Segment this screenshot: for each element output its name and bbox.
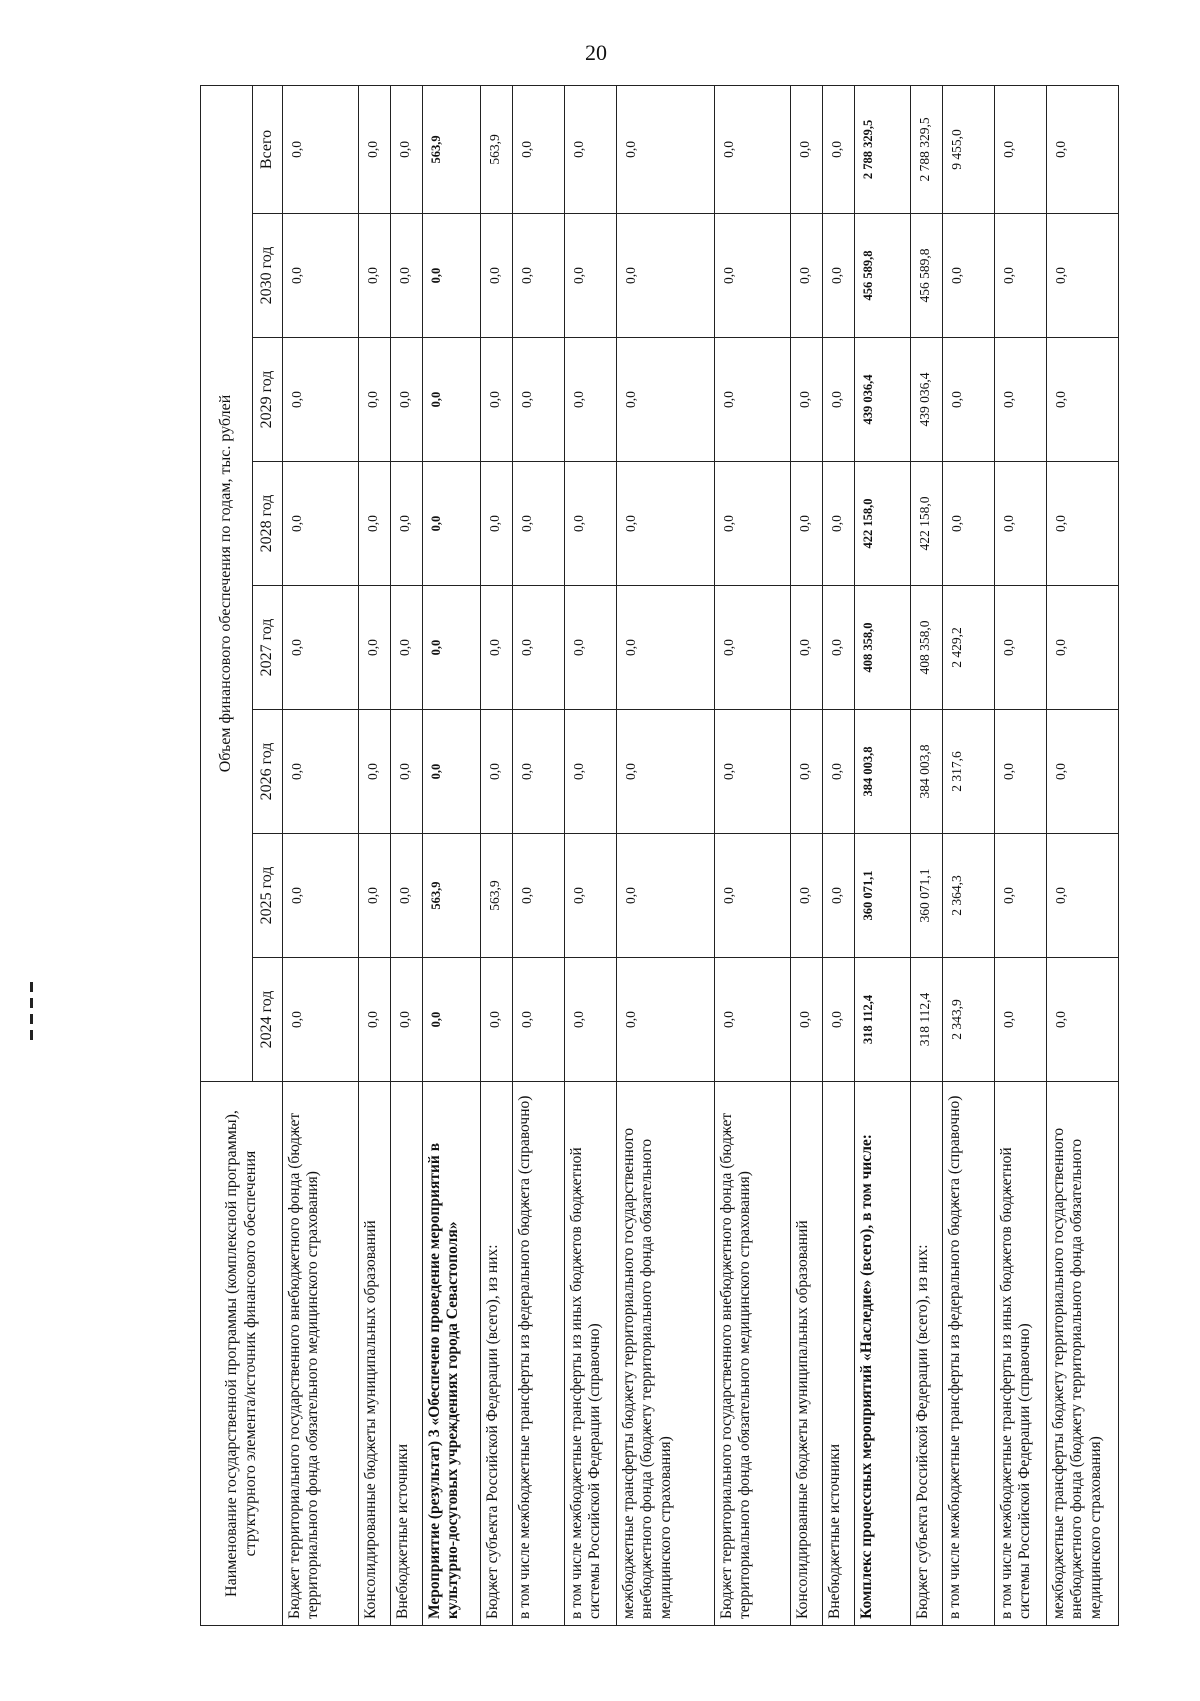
year-header: 2030 год (253, 214, 283, 338)
total-cell: 0,0 (995, 85, 1047, 213)
table-row (823, 85, 855, 1625)
value-cell: 408 358,0 (855, 586, 911, 710)
value-cell: 0,0 (943, 214, 995, 338)
value-cell: 0,0 (943, 338, 995, 462)
year-header: 2027 год (253, 586, 283, 710)
value-cell: 0,0 (391, 710, 423, 834)
value-cell: 0,0 (359, 834, 391, 958)
value-cell: 0,0 (481, 462, 513, 586)
value-cell: 0,0 (995, 586, 1047, 710)
value-cell: 0,0 (715, 834, 791, 958)
year-header: 2029 год (253, 338, 283, 462)
value-cell: 0,0 (823, 958, 855, 1082)
value-cell: 0,0 (791, 834, 823, 958)
row-name: в том числе межбюджетные трансферты из федерального бюджета (справочно) (513, 1082, 565, 1626)
value-cell: 384 003,8 (911, 710, 943, 834)
row-name: в том числе межбюджетные трансферты из иных бюджетов бюджетной системы Российской Федерации (справочно) (995, 1082, 1047, 1626)
table-row (911, 85, 943, 1625)
value-cell: 0,0 (617, 834, 715, 958)
value-cell: 0,0 (513, 338, 565, 462)
row-name: Консолидированные бюджеты муниципальных образований (359, 1082, 391, 1626)
total-cell: 0,0 (823, 85, 855, 213)
value-cell: 0,0 (1047, 462, 1119, 586)
value-cell: 0,0 (1047, 710, 1119, 834)
value-cell: 0,0 (359, 958, 391, 1082)
row-name: Бюджет территориального государственного внебюджетного фонда (бюджет территориального фонда обязательного медицинского страхования) (283, 1082, 359, 1626)
value-cell: 0,0 (791, 338, 823, 462)
value-cell: 0,0 (823, 462, 855, 586)
value-cell: 0,0 (617, 214, 715, 338)
margin-mark (30, 982, 33, 1042)
value-cell: 0,0 (791, 462, 823, 586)
value-cell: 0,0 (791, 586, 823, 710)
page-number: 20 (585, 40, 607, 65)
table-row (855, 85, 911, 1625)
value-cell: 0,0 (359, 338, 391, 462)
value-cell: 0,0 (1047, 214, 1119, 338)
value-cell: 0,0 (423, 214, 481, 338)
value-cell: 0,0 (283, 338, 359, 462)
row-name: Внебюджетные источники (391, 1082, 423, 1626)
total-cell: 0,0 (283, 85, 359, 213)
value-cell: 422 158,0 (911, 462, 943, 586)
row-name: Внебюджетные источники (823, 1082, 855, 1626)
value-cell: 0,0 (283, 462, 359, 586)
total-header: Всего (253, 85, 283, 213)
value-cell: 0,0 (481, 586, 513, 710)
table-row (513, 85, 565, 1625)
value-cell: 0,0 (513, 834, 565, 958)
value-cell: 0,0 (617, 710, 715, 834)
value-cell: 0,0 (715, 338, 791, 462)
value-cell: 0,0 (391, 958, 423, 1082)
value-cell: 0,0 (995, 214, 1047, 338)
value-cell: 0,0 (823, 338, 855, 462)
value-cell: 0,0 (1047, 958, 1119, 1082)
value-cell: 0,0 (423, 338, 481, 462)
value-cell: 0,0 (283, 214, 359, 338)
value-cell: 0,0 (513, 462, 565, 586)
value-cell: 384 003,8 (855, 710, 911, 834)
value-cell: 0,0 (995, 710, 1047, 834)
total-cell: 563,9 (423, 85, 481, 213)
value-cell: 0,0 (823, 834, 855, 958)
year-header: 2028 год (253, 462, 283, 586)
row-name: в том числе межбюджетные трансферты из федерального бюджета (справочно) (943, 1082, 995, 1626)
value-cell: 0,0 (283, 586, 359, 710)
value-cell: 2 343,9 (943, 958, 995, 1082)
financing-table (200, 85, 1119, 1626)
total-cell: 2 788 329,5 (855, 85, 911, 213)
value-cell: 318 112,4 (911, 958, 943, 1082)
value-cell: 0,0 (513, 710, 565, 834)
value-cell: 2 429,2 (943, 586, 995, 710)
value-cell: 0,0 (617, 338, 715, 462)
value-cell: 422 158,0 (855, 462, 911, 586)
row-name: Бюджет субъекта Российской Федерации (всего), из них: (911, 1082, 943, 1626)
name-column-header: Наименование государственной программы (комплексной программы), структурного элемента/источник финансового обеспечения (201, 1082, 283, 1626)
value-cell: 563,9 (481, 834, 513, 958)
value-cell: 0,0 (791, 958, 823, 1082)
value-cell: 0,0 (823, 710, 855, 834)
value-cell: 0,0 (565, 834, 617, 958)
value-cell: 360 071,1 (855, 834, 911, 958)
table-row (565, 85, 617, 1625)
value-cell: 439 036,4 (855, 338, 911, 462)
table-row (481, 85, 513, 1625)
value-cell: 439 036,4 (911, 338, 943, 462)
total-cell: 0,0 (1047, 85, 1119, 213)
value-cell: 563,9 (423, 834, 481, 958)
value-cell: 0,0 (391, 834, 423, 958)
value-cell: 0,0 (617, 586, 715, 710)
row-name: Бюджет территориального государственного внебюджетного фонда (бюджет территориального фонда обязательного медицинского страхования) (715, 1082, 791, 1626)
value-cell: 2 364,3 (943, 834, 995, 958)
value-cell: 0,0 (513, 586, 565, 710)
total-cell: 0,0 (617, 85, 715, 213)
value-cell: 0,0 (617, 462, 715, 586)
value-cell: 0,0 (391, 214, 423, 338)
value-cell: 0,0 (423, 958, 481, 1082)
total-cell: 0,0 (359, 85, 391, 213)
row-name: межбюджетные трансферты бюджету территориального государственного внебюджетного фонда (бюджету территориального фонда обязательного медицинского страхования) (617, 1082, 715, 1626)
table-row (359, 85, 391, 1625)
value-cell: 0,0 (481, 214, 513, 338)
value-cell: 0,0 (715, 214, 791, 338)
total-cell: 0,0 (565, 85, 617, 213)
value-cell: 0,0 (481, 338, 513, 462)
rotated-table-container (200, 86, 1105, 1626)
value-cell: 0,0 (823, 586, 855, 710)
table-row (391, 85, 423, 1625)
table-row (283, 85, 359, 1625)
value-cell: 0,0 (995, 462, 1047, 586)
value-cell: 2 317,6 (943, 710, 995, 834)
value-cell: 0,0 (565, 214, 617, 338)
year-header: 2026 год (253, 710, 283, 834)
value-cell: 456 589,8 (911, 214, 943, 338)
value-cell: 0,0 (359, 710, 391, 834)
value-cell: 0,0 (565, 958, 617, 1082)
value-cell: 0,0 (715, 710, 791, 834)
value-cell: 0,0 (565, 338, 617, 462)
value-cell: 0,0 (565, 710, 617, 834)
year-header: 2024 год (253, 958, 283, 1082)
value-cell: 0,0 (423, 586, 481, 710)
value-cell: 0,0 (617, 958, 715, 1082)
value-cell: 0,0 (791, 710, 823, 834)
value-cell: 0,0 (995, 958, 1047, 1082)
volume-header: Объем финансового обеспечения по годам, тыс. рублей (201, 85, 253, 1081)
value-cell: 318 112,4 (855, 958, 911, 1082)
value-cell: 0,0 (513, 214, 565, 338)
total-cell: 2 788 329,5 (911, 85, 943, 213)
table-row (995, 85, 1047, 1625)
value-cell: 0,0 (359, 214, 391, 338)
value-cell: 0,0 (995, 834, 1047, 958)
row-name: Бюджет субъекта Российской Федерации (всего), из них: (481, 1082, 513, 1626)
value-cell: 0,0 (823, 214, 855, 338)
value-cell: 0,0 (391, 586, 423, 710)
value-cell: 0,0 (715, 586, 791, 710)
value-cell: 0,0 (1047, 586, 1119, 710)
total-cell: 0,0 (791, 85, 823, 213)
table-row (617, 85, 715, 1625)
value-cell: 0,0 (391, 338, 423, 462)
value-cell: 0,0 (283, 958, 359, 1082)
total-cell: 0,0 (391, 85, 423, 213)
row-name: Консолидированные бюджеты муниципальных образований (791, 1082, 823, 1626)
value-cell: 0,0 (359, 462, 391, 586)
value-cell: 0,0 (423, 462, 481, 586)
value-cell: 0,0 (791, 214, 823, 338)
value-cell: 456 589,8 (855, 214, 911, 338)
value-cell: 0,0 (481, 958, 513, 1082)
row-name: в том числе межбюджетные трансферты из иных бюджетов бюджетной системы Российской Федерации (справочно) (565, 1082, 617, 1626)
total-cell: 9 455,0 (943, 85, 995, 213)
table-row (943, 85, 995, 1625)
table-row (423, 85, 481, 1625)
value-cell: 0,0 (481, 710, 513, 834)
total-cell: 0,0 (513, 85, 565, 213)
value-cell: 0,0 (513, 958, 565, 1082)
value-cell: 0,0 (283, 710, 359, 834)
value-cell: 0,0 (565, 462, 617, 586)
value-cell: 0,0 (715, 462, 791, 586)
value-cell: 0,0 (423, 710, 481, 834)
value-cell: 0,0 (995, 338, 1047, 462)
row-name: Мероприятие (результат) 3 «Обеспечено проведение мероприятий в культурно-досуговых учреждениях города Севастополя» (423, 1082, 481, 1626)
row-name: межбюджетные трансферты бюджету территориального государственного внебюджетного фонда (бюджету территориального фонда обязательного медицинского страхования) (1047, 1082, 1119, 1626)
value-cell: 408 358,0 (911, 586, 943, 710)
table-row (715, 85, 791, 1625)
total-cell: 0,0 (715, 85, 791, 213)
value-cell: 0,0 (715, 958, 791, 1082)
value-cell: 0,0 (359, 586, 391, 710)
value-cell: 0,0 (565, 586, 617, 710)
value-cell: 0,0 (1047, 834, 1119, 958)
table-row (1047, 85, 1119, 1625)
row-name: Комплекс процессных мероприятий «Наследие» (всего), в том числе: (855, 1082, 911, 1626)
total-cell: 563,9 (481, 85, 513, 213)
table-row (791, 85, 823, 1625)
value-cell: 0,0 (1047, 338, 1119, 462)
value-cell: 360 071,1 (911, 834, 943, 958)
value-cell: 0,0 (391, 462, 423, 586)
value-cell: 0,0 (283, 834, 359, 958)
value-cell: 0,0 (943, 462, 995, 586)
year-header: 2025 год (253, 834, 283, 958)
